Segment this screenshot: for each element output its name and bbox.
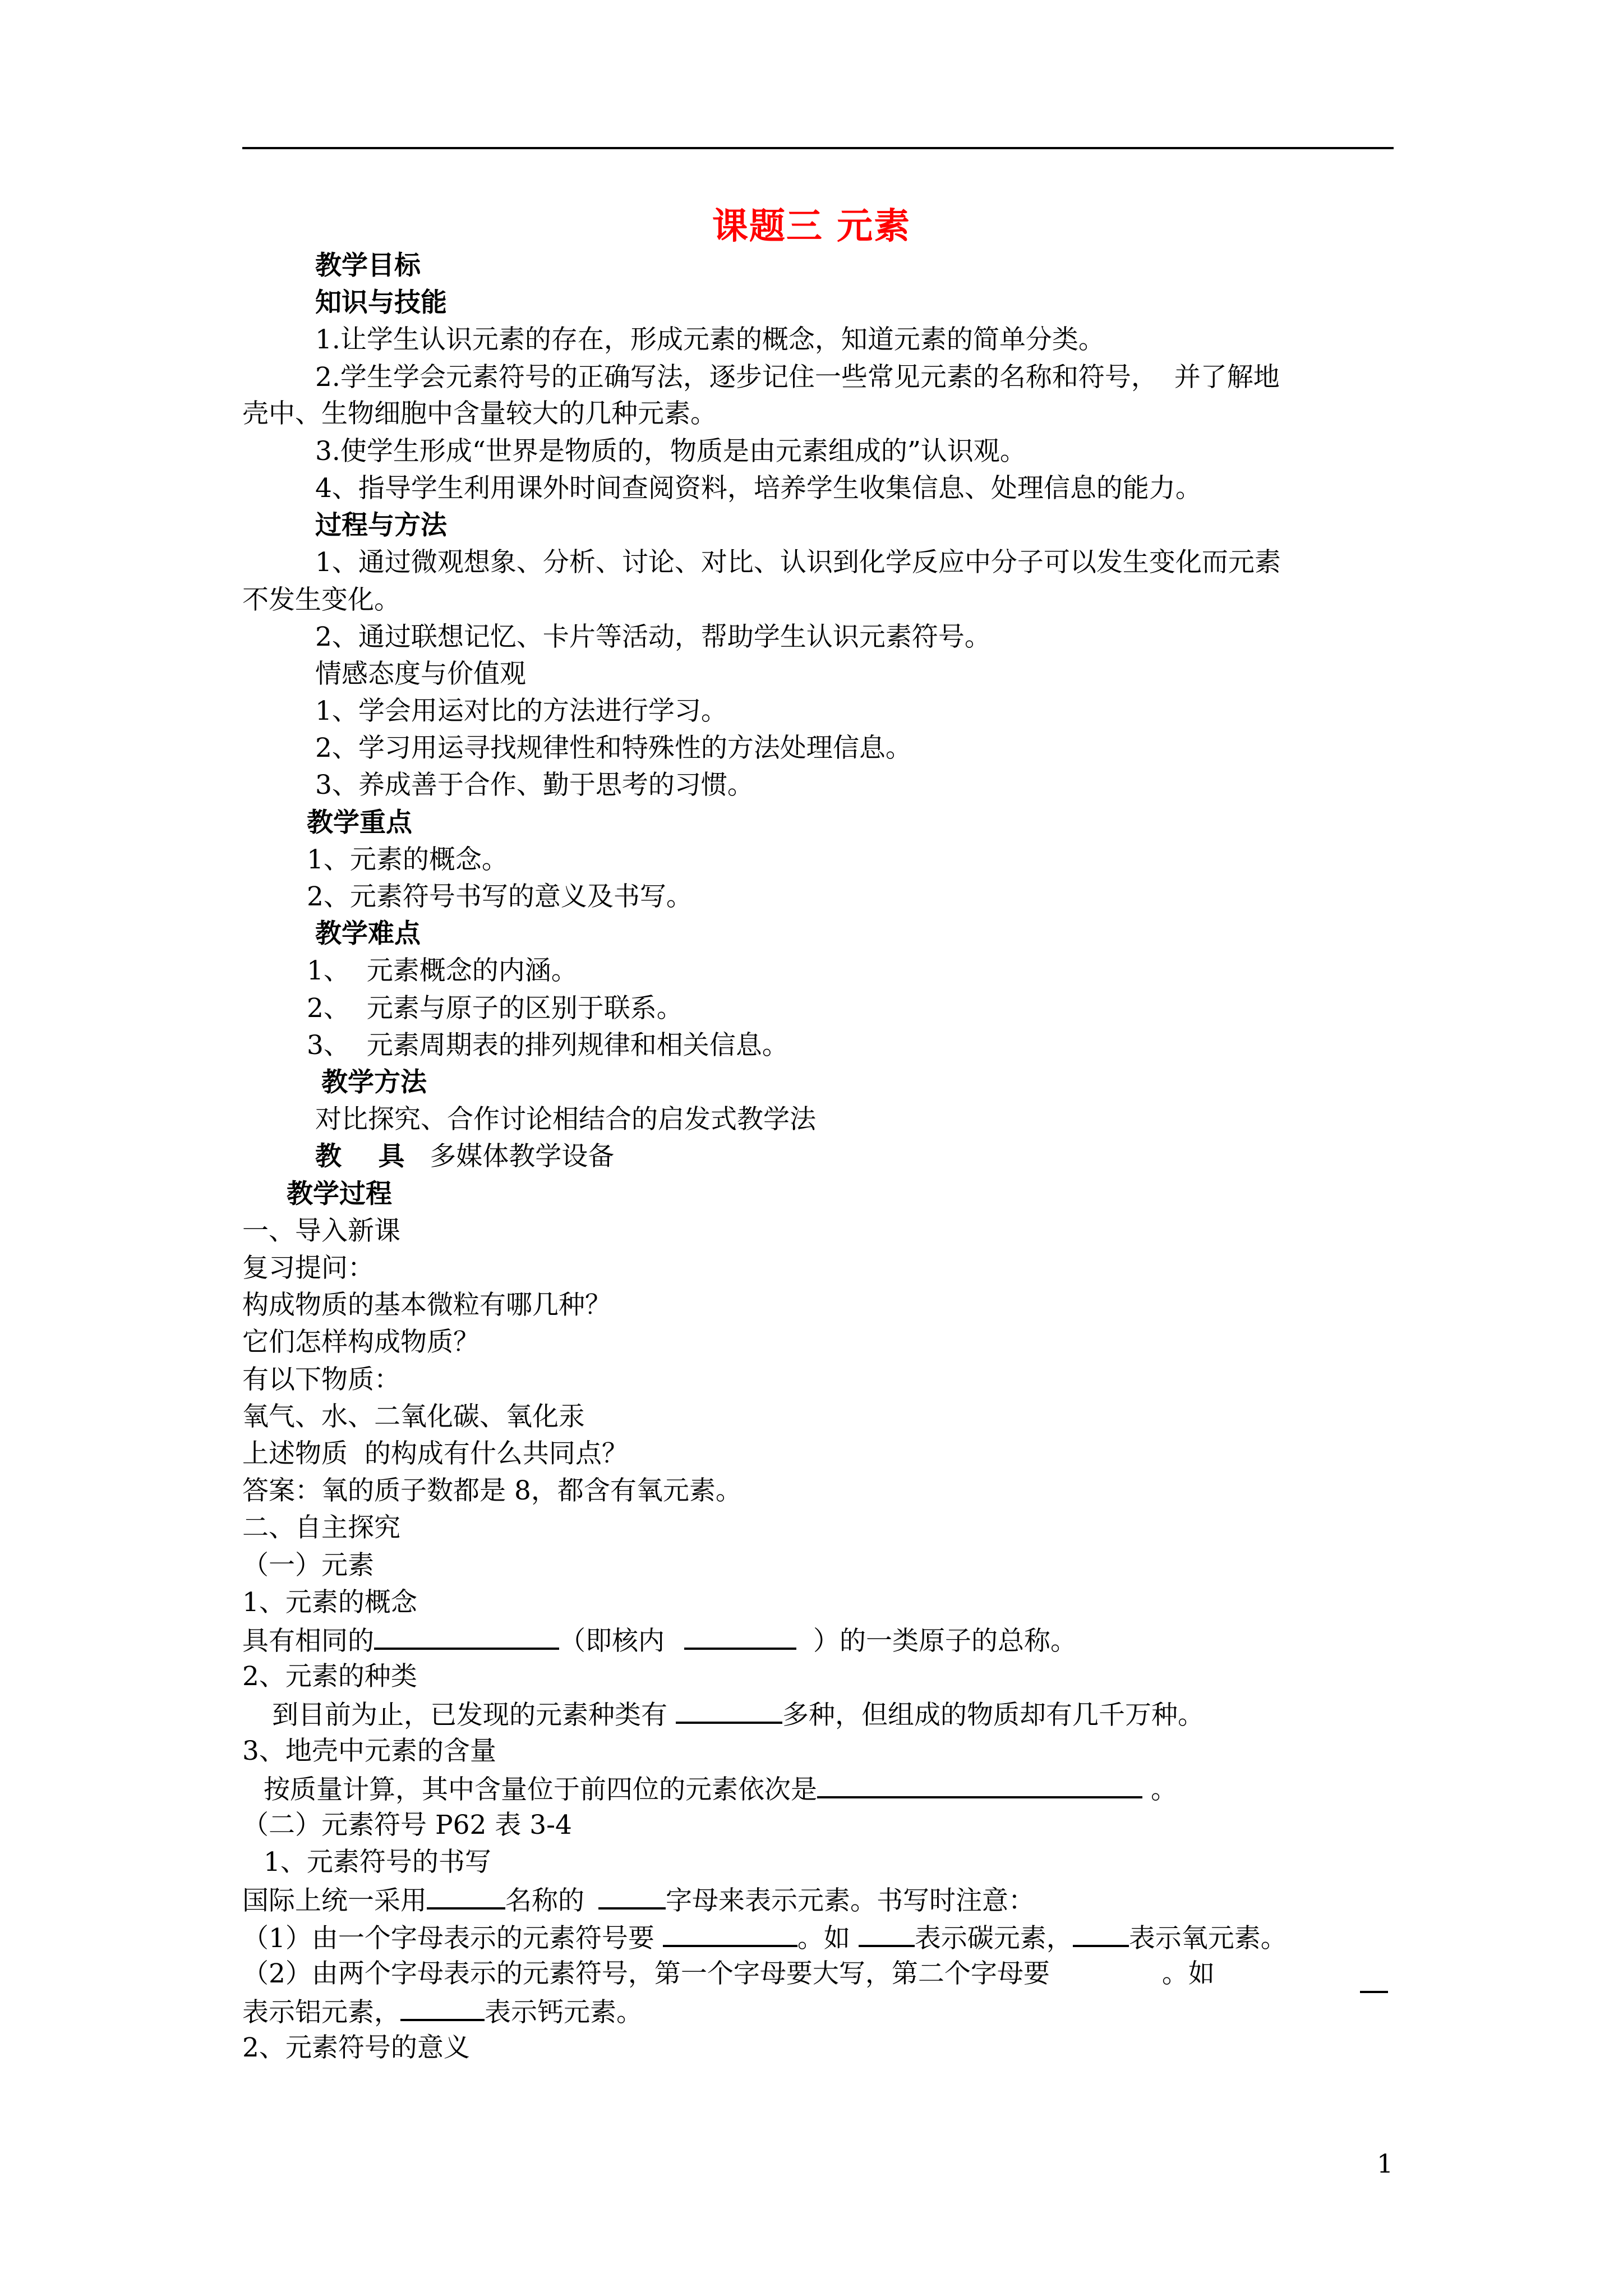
answer: 答案：氧的质子数都是 8，都含有氧元素。 (242, 1475, 742, 1506)
emotion-item-2: 2、学习用运寻找规律性和特殊性的方法处理信息。 (315, 733, 912, 763)
text-fragment: 多种，但组成的物质却有几千万种。 (782, 1700, 1204, 1731)
text-fragment: 名称的 (505, 1885, 593, 1916)
subsection-element: （一）元素 (242, 1550, 374, 1581)
emotion-heading: 情感态度与价值观 (315, 659, 526, 689)
crust-line (264, 1772, 1177, 1807)
knowledge-heading: 知识与技能 (315, 287, 447, 318)
tools-line (315, 1140, 614, 1174)
rule-2-cont (242, 1994, 643, 2030)
focus-item-2: 2、元素符号书写的意义及书写。 (307, 881, 693, 912)
page-title: 课题三 元素 (712, 206, 911, 247)
crust-heading: 3、地壳中元素的含量 (242, 1736, 496, 1766)
fill-blank-3[interactable] (676, 1697, 782, 1724)
difficulty-item-1: 1、 元素概念的内涵。 (307, 955, 578, 986)
knowledge-item-1: 1.让学生认识元素的存在，形成元素的概念，知道元素的简单分类。 (315, 324, 1105, 355)
text-fragment: 按质量计算，其中含量位于前四位的元素依次是 (264, 1774, 817, 1805)
element-types-heading: 2、元素的种类 (242, 1661, 417, 1692)
tools-label: 教 具 (315, 1141, 405, 1172)
subsection-symbol: （二）元素符号 P62 表 3-4 (242, 1810, 572, 1841)
question-1: 构成物质的基本微粒有哪几种？ (242, 1290, 611, 1320)
text-fragment: 表示碳元素， (914, 1923, 1073, 1954)
knowledge-item-3: 3.使学生形成“世界是物质的，物质是由元素组成的”认识观。 (315, 436, 1026, 467)
objectives-heading: 教学目标 (315, 250, 421, 281)
text-fragment: ）的一类原子的总称。 (813, 1626, 1077, 1657)
fill-blank-9[interactable] (1073, 1920, 1129, 1947)
method-heading: 教学方法 (321, 1067, 427, 1098)
text-fragment: （即核内 (559, 1626, 673, 1657)
text-fragment: 表示氧元素。 (1128, 1923, 1287, 1954)
rule-2-line (242, 1957, 1215, 1991)
teaching-process-heading: 教学过程 (287, 1179, 392, 1209)
text-fragment: （1）由一个字母表示的元素符号要 (242, 1923, 663, 1954)
symbol-writing-line (242, 1883, 1035, 1918)
knowledge-item-4: 4、指导学生利用课外时间查阅资料，培养学生收集信息、处理信息的能力。 (315, 473, 1202, 504)
fill-blank-6[interactable] (598, 1883, 666, 1910)
page-number: 1 (1377, 2148, 1394, 2179)
element-concept-heading: 1、元素的概念 (242, 1587, 417, 1618)
element-concept-line (242, 1623, 1077, 1658)
process-item-1-cont: 不发生变化。 (242, 585, 400, 615)
tools-text: 多媒体教学设备 (430, 1141, 615, 1172)
focus-heading: 教学重点 (307, 807, 412, 838)
process-item-1: 1、通过微观想象、分析、讨论、对比、认识到化学反应中分子可以发生变化而元素 (315, 547, 1281, 578)
text-fragment: 字母来表示元素。书写时注意： (665, 1885, 1035, 1916)
fill-blank-5[interactable] (427, 1883, 505, 1910)
substances-label: 有以下物质： (242, 1364, 400, 1395)
section-explore: 二、自主探究 (242, 1512, 400, 1543)
fill-blank-11[interactable] (400, 1994, 485, 2021)
text-fragment: 具有相同的 (242, 1626, 374, 1657)
emotion-item-3: 3、养成善于合作、勤于思考的习惯。 (315, 770, 754, 800)
substances-list: 氧气、水、二氧化碳、氧化汞 (242, 1401, 585, 1432)
text-fragment: 。 (1142, 1774, 1177, 1805)
text-fragment: 表示钙元素。 (485, 1997, 643, 2028)
review-question: 复习提问： (242, 1253, 374, 1283)
fill-blank-2[interactable] (684, 1623, 796, 1650)
fill-blank-4[interactable] (817, 1772, 1142, 1798)
question-3: 上述物质 的构成有什么共同点？ (242, 1438, 628, 1469)
knowledge-item-2-cont: 壳中、生物细胞中含量较大的几种元素。 (242, 398, 717, 429)
symbol-writing-heading: 1、元素符号的书写 (264, 1847, 491, 1878)
process-heading: 过程与方法 (315, 510, 447, 541)
process-item-2: 2、通过联想记忆、卡片等活动，帮助学生认识元素符号。 (315, 622, 991, 652)
fill-blank-8[interactable] (859, 1920, 915, 1947)
question-2: 它们怎样构成物质？ (242, 1327, 479, 1358)
focus-item-1: 1、元素的概念。 (307, 844, 508, 875)
fill-blank-10[interactable] (1360, 1966, 1388, 1993)
knowledge-item-2: 2.学生学会元素符号的正确写法，逐步记住一些常见元素的名称和符号， 并了解地 (315, 362, 1280, 393)
element-types-line (272, 1697, 1204, 1732)
difficulty-item-3: 3、 元素周期表的排列规律和相关信息。 (307, 1030, 789, 1061)
difficulty-item-2: 2、 元素与原子的区别于联系。 (307, 993, 683, 1024)
header-rule (242, 147, 1394, 149)
text-fragment: 到目前为止，已发现的元素种类有 (272, 1700, 676, 1731)
symbol-meaning-heading: 2、元素符号的意义 (242, 2032, 470, 2063)
difficulty-heading: 教学难点 (315, 918, 421, 949)
emotion-item-1: 1、学会用运对比的方法进行学习。 (315, 696, 727, 726)
text-fragment: （2）由两个字母表示的元素符号，第一个字母要大写，第二个字母要 (242, 1958, 1050, 1989)
method-text: 对比探究、合作讨论相结合的启发式教学法 (315, 1104, 816, 1135)
text-fragment: 表示铝元素， (242, 1997, 400, 2028)
text-fragment: 。如 (1161, 1958, 1215, 1989)
fill-blank-1[interactable] (374, 1623, 559, 1650)
rule-1-line (242, 1920, 1287, 1955)
fill-blank-7[interactable] (663, 1920, 797, 1947)
text-fragment: 。如 (797, 1923, 859, 1954)
text-fragment: 国际上统一采用 (242, 1885, 427, 1916)
section-intro: 一、导入新课 (242, 1216, 400, 1246)
